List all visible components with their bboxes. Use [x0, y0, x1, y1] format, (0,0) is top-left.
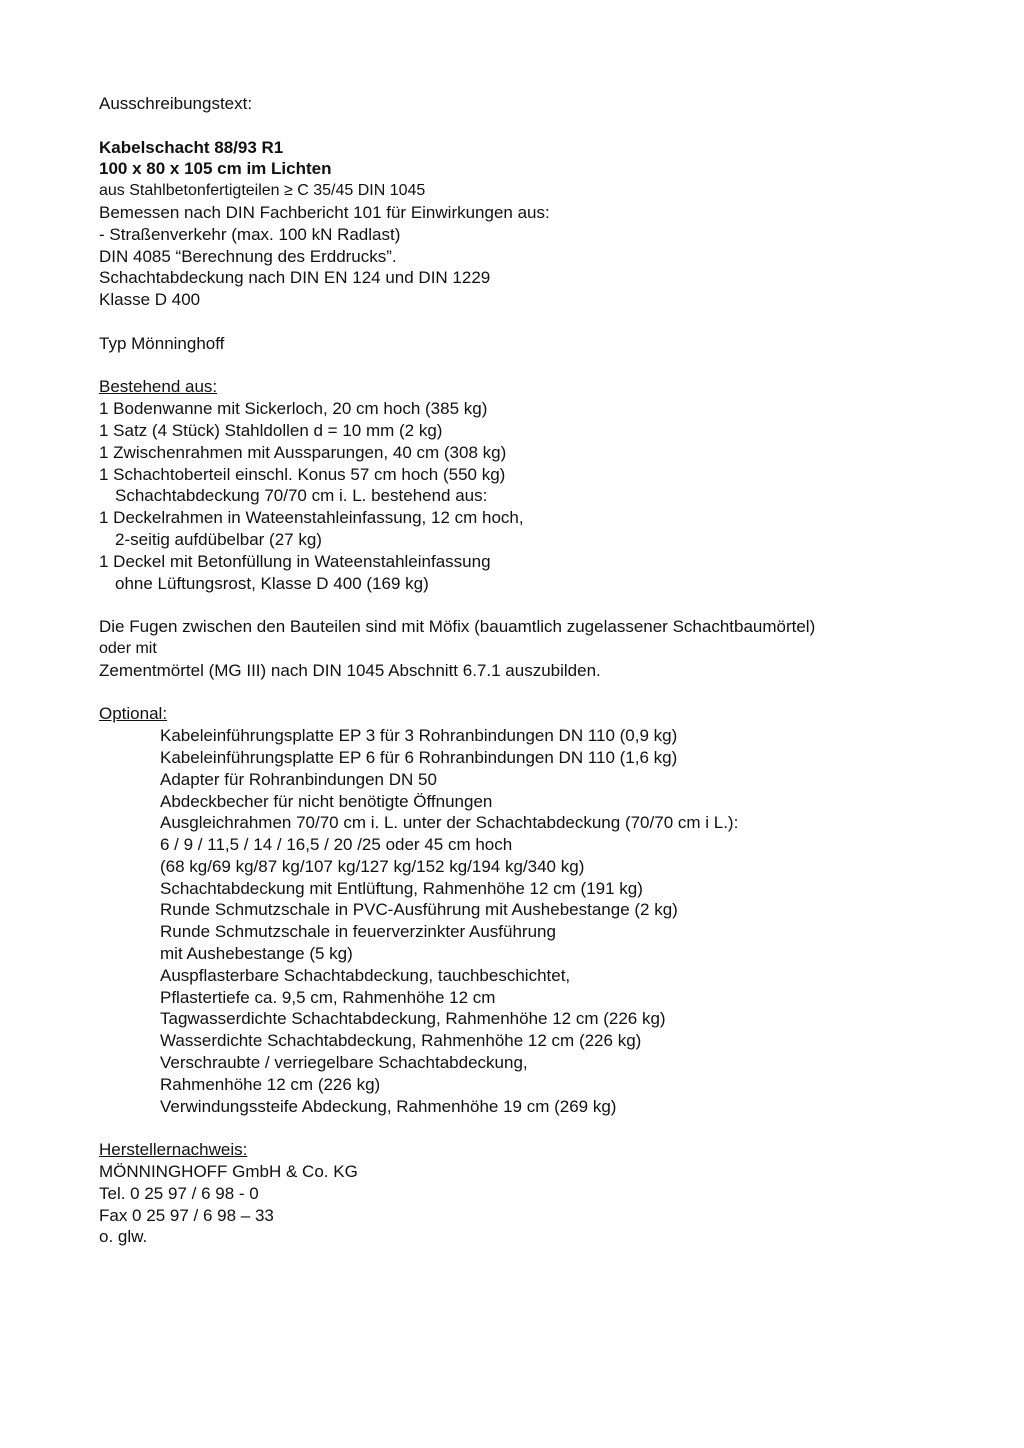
detail-line: aus Stahlbetonfertigteilen ≥ C 35/45 DIN 1045 [99, 182, 426, 200]
detail-line: DIN 4085 “Berechnung des Erddrucks”. [99, 246, 397, 266]
spacer [99, 682, 979, 704]
component-item: 1 Deckelrahmen in Wateenstahleinfassung, 12 cm hoch, [99, 508, 524, 528]
spacer [99, 355, 979, 377]
manufacturer-heading: Herstellernachweis: [99, 1140, 248, 1160]
optional-item: Schachtabdeckung mit Entlüftung, Rahmenhöhe 12 cm (191 kg) [160, 878, 643, 898]
detail-line: Klasse D 400 [99, 290, 201, 310]
document-content [99, 93, 979, 1248]
component-item: 1 Deckel mit Betonfüllung in Wateenstahleinfassung [99, 551, 491, 571]
optional-item: Runde Schmutzschale in PVC-Ausführung mit Aushebestange (2 kg) [160, 900, 678, 920]
component-subheading: Schachtabdeckung 70/70 cm i. L. bestehend aus: [115, 486, 488, 506]
spacer [99, 594, 979, 616]
product-title: Kabelschacht 88/93 R1 [99, 137, 284, 157]
optional-item: Adapter für Rohranbindungen DN 50 [160, 769, 437, 789]
detail-line: Bemessen nach DIN Fachbericht 101 für Einwirkungen aus: [99, 202, 550, 222]
spacer [99, 1117, 979, 1139]
joints-text: Die Fugen zwischen den Bauteilen sind mit Möfix (bauamtlich zugelassener Schachtbaumörtel) [99, 617, 816, 637]
optional-item: Runde Schmutzschale in feuerverzinkter Ausführung [160, 922, 556, 942]
optional-item: Ausgleichrahmen 70/70 cm i. L. unter der Schachtabdeckung (70/70 cm i L.): [160, 813, 739, 833]
optional-item: Wasserdichte Schachtabdeckung, Rahmenhöhe 12 cm (226 kg) [160, 1031, 642, 1051]
optional-item: Kabeleinführungsplatte EP 3 für 3 Rohranbindungen DN 110 (0,9 kg) [160, 726, 678, 746]
product-type: Typ Mönninghoff [99, 333, 225, 353]
optional-item: (68 kg/69 kg/87 kg/107 kg/127 kg/152 kg/194 kg/340 kg) [160, 856, 585, 876]
components-heading: Bestehend aus: [99, 377, 218, 397]
optional-heading: Optional: [99, 704, 168, 724]
spacer [99, 115, 979, 137]
optional-item: Auspflasterbare Schachtabdeckung, tauchbeschichtet, [160, 965, 571, 985]
manufacturer-fax: Fax 0 25 97 / 6 98 – 33 [99, 1205, 274, 1225]
component-item: 1 Zwischenrahmen mit Aussparungen, 40 cm (308 kg) [99, 442, 507, 462]
detail-line: Schachtabdeckung nach DIN EN 124 und DIN 1229 [99, 268, 491, 288]
component-item-continuation: ohne Lüftungsrost, Klasse D 400 (169 kg) [115, 573, 429, 593]
optional-item: Verschraubte / verriegelbare Schachtabdeckung, [160, 1053, 528, 1073]
optional-item: 6 / 9 / 11,5 / 14 / 16,5 / 20 /25 oder 45 cm hoch [160, 835, 513, 855]
equivalent-note: o. glw. [99, 1227, 148, 1247]
joints-text: oder mit [99, 639, 157, 657]
optional-item: Tagwasserdichte Schachtabdeckung, Rahmenhöhe 12 cm (226 kg) [160, 1009, 666, 1029]
component-item: 1 Schachtoberteil einschl. Konus 57 cm hoch (550 kg) [99, 464, 506, 484]
optional-item: Verwindungssteife Abdeckung, Rahmenhöhe 19 cm (269 kg) [160, 1096, 617, 1116]
optional-item: Pflastertiefe ca. 9,5 cm, Rahmenhöhe 12 cm [160, 987, 496, 1007]
manufacturer-name: MÖNNINGHOFF GmbH & Co. KG [99, 1162, 358, 1182]
optional-item: Abdeckbecher für nicht benötigte Öffnungen [160, 791, 493, 811]
component-item-continuation: 2-seitig aufdübelbar (27 kg) [115, 529, 322, 549]
detail-line: - Straßenverkehr (max. 100 kN Radlast) [99, 224, 401, 244]
section-label: Ausschreibungstext: [99, 94, 253, 113]
optional-item: Kabeleinführungsplatte EP 6 für 6 Rohranbindungen DN 110 (1,6 kg) [160, 747, 678, 767]
manufacturer-phone: Tel. 0 25 97 / 6 98 - 0 [99, 1183, 259, 1203]
component-item: 1 Bodenwanne mit Sickerloch, 20 cm hoch (385 kg) [99, 399, 488, 419]
component-item: 1 Satz (4 Stück) Stahldollen d = 10 mm (2 kg) [99, 420, 443, 440]
optional-item: Rahmenhöhe 12 cm (226 kg) [160, 1074, 381, 1094]
joints-text: Zementmörtel (MG III) nach DIN 1045 Abschnitt 6.7.1 auszubilden. [99, 660, 601, 680]
spacer [99, 311, 979, 333]
product-subtitle: 100 x 80 x 105 cm im Lichten [99, 159, 332, 179]
optional-item: mit Aushebestange (5 kg) [160, 944, 353, 964]
